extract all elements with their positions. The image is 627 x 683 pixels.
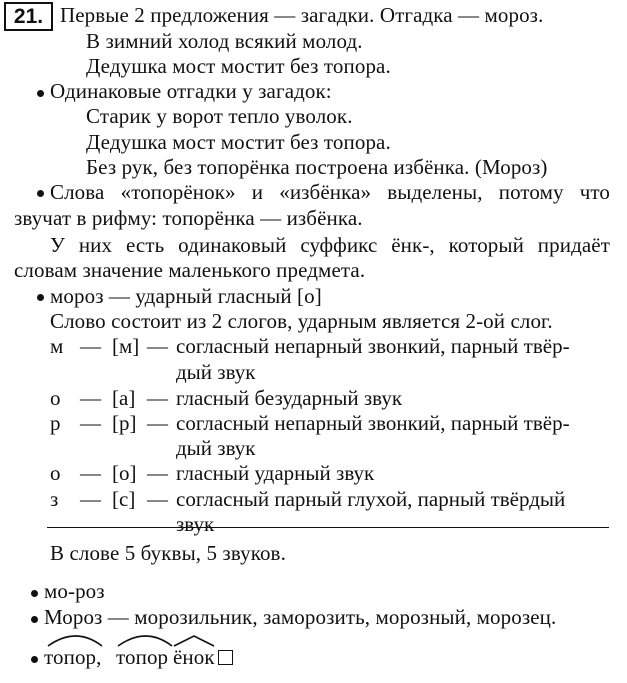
stress-line: мороз — ударный гласный [о] <box>50 284 322 308</box>
ending-box-icon <box>218 650 233 665</box>
riddle2-line2: Дедушка мост мостит без топора. <box>86 130 391 154</box>
dash: — <box>80 386 101 410</box>
morph-word2-root: топор <box>116 645 169 669</box>
dash: — <box>80 487 101 511</box>
same-answers-heading: Одинаковые отгадки у загадок: <box>50 79 332 103</box>
letter: з <box>50 487 59 511</box>
task-number: 21. <box>4 2 53 31</box>
intro-text: Первые 2 предложения — загадки. Отгадка — мороз. <box>60 3 544 27</box>
sound-description-cont: звук <box>176 512 215 536</box>
bullet-icon <box>37 190 44 197</box>
morph-word2-suffix: ёнок <box>173 645 215 669</box>
sound: [а] <box>112 386 136 410</box>
dash: — <box>80 334 101 358</box>
sound: [с] <box>112 487 136 511</box>
bullet-icon <box>37 294 44 301</box>
dash: — <box>80 461 101 485</box>
dash: — <box>147 386 168 410</box>
sound-description: согласный непарный звонкий, парный твёр- <box>176 411 570 435</box>
morph-word1: топор, <box>44 645 102 669</box>
riddle1-line2: Дедушка мост мостит без топора. <box>86 54 391 78</box>
sound-description: гласный ударный звук <box>176 461 375 485</box>
hyphenation-line: мо-роз <box>44 579 105 603</box>
sound-description: согласный парный глухой, парный твёрдый <box>176 487 566 511</box>
sound-description-cont: дый звук <box>176 360 256 384</box>
sound: [м] <box>112 334 140 358</box>
words-line2: звучат в рифму: топорёнка — избёнка. <box>14 206 363 230</box>
riddle2-line1: Старик у ворот тепло уволок. <box>86 104 353 128</box>
dash: — <box>80 411 101 435</box>
summary-line: В слове 5 буквы, 5 звуков. <box>50 541 286 565</box>
letter: о <box>50 386 61 410</box>
syllables-line: Слово состоит из 2 слогов, ударным является 2-ой слог. <box>50 309 553 333</box>
sound-description: гласный безударный звук <box>176 386 403 410</box>
sound-description: согласный непарный звонкий, парный твёр- <box>176 334 570 358</box>
dash: — <box>147 334 168 358</box>
sound: [р] <box>112 411 137 435</box>
suffix-line1: У них есть одинаковый суффикс ёнк-, который придаёт <box>50 233 610 257</box>
bullet-icon <box>31 590 38 597</box>
bullet-icon <box>31 616 38 623</box>
suffix-line2: словам значение маленького предмета. <box>14 258 366 282</box>
sound-description-cont: дый звук <box>176 436 256 460</box>
letter: о <box>50 461 61 485</box>
words-line1: Слова «топорёнок» и «избёнка» выделены, потому что <box>50 180 610 204</box>
cognates-line: Мороз — морозильник, заморозить, морозный, морозец. <box>44 605 557 629</box>
riddle2-line3: Без рук, без топорёнка построена избёнка. (Мороз) <box>86 155 548 179</box>
sound: [о] <box>112 461 137 485</box>
dash: — <box>147 461 168 485</box>
divider <box>47 527 609 528</box>
bullet-icon <box>37 90 44 97</box>
letter: р <box>50 411 61 435</box>
bullet-icon <box>31 656 38 663</box>
riddle1-line1: В зимний холод всякий молод. <box>86 29 363 53</box>
dash: — <box>147 411 168 435</box>
dash: — <box>147 487 168 511</box>
letter: м <box>50 334 64 358</box>
